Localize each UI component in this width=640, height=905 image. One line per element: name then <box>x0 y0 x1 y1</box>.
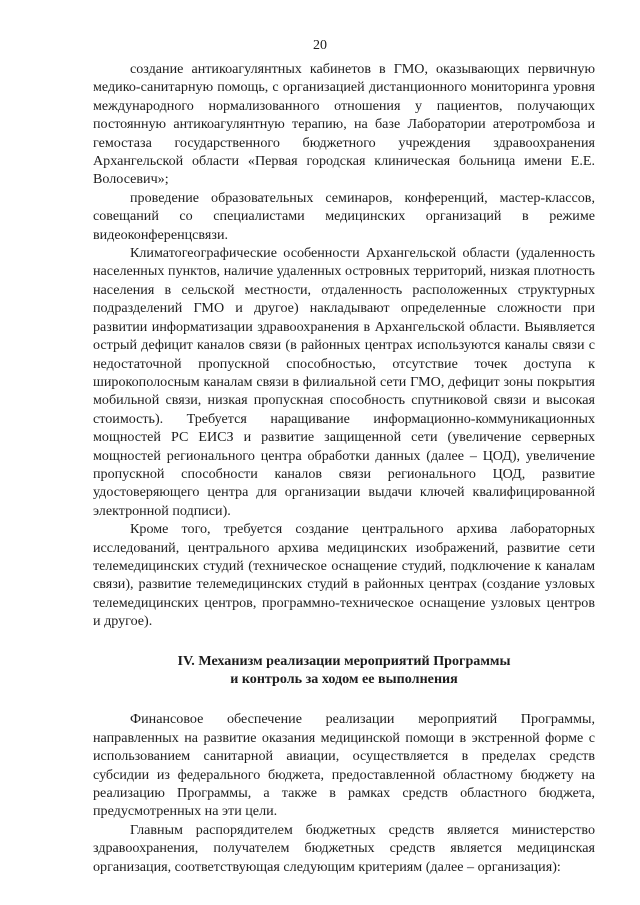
page-number: 20 <box>313 38 327 53</box>
paragraph-budget-manager: Главным распорядителем бюджетных средств является министерство здравоохранения, получателем бюджетных средств является медицинская организация, соответствующая следующим критериям (далее – организация): <box>93 821 595 875</box>
section-heading <box>93 652 595 689</box>
section-heading-line-2: и контроль за ходом ее выполнения <box>230 671 458 687</box>
section-heading-line-1: IV. Механизм реализации мероприятий Программы <box>177 652 511 669</box>
paragraph-seminars: проведение образовательных семинаров, конференций, мастер-классов, совещаний со специалистами медицинских организаций в режиме видеоконференцсвязи. <box>93 189 595 243</box>
paragraph-financing: Финансовое обеспечение реализации мероприятий Программы, направленных на развитие оказания медицинской помощи в экстренной форме с использованием санитарной авиации, осуществляется в пределах средств субсидии из федерального бюджета, предоставленной областному бюджету на реализацию Программы, а также в рамках средств областного бюджета, предусмотренных на эти цели. <box>93 711 595 820</box>
document-body <box>93 60 595 876</box>
paragraph-anticoagulant-rooms: создание антикоагулянтных кабинетов в ГМО, оказывающих первичную медико-санитарную помощь, с организацией дистанционного мониторинга уровня международного нормализованного отношения у пациентов, получающих постоянную антикоагулянтную терапию, на базе Лаборатории атеротромбоза и гемостаза государственного бюджетного учреждения здравоохранения Архангельской области «Первая городская клиническая больница имени Е.Е. Волосевич»; <box>93 61 595 188</box>
paragraph-central-archive: Кроме того, требуется создание центрального архива лабораторных исследований, центрального архива медицинских изображений, развитие сети телемедицинских студий (техническое оснащение студий, подключение к каналам связи), развитие телемедицинских студий в районных центрах (создание узловых телемедицинских центров, программно-техническое оснащение узловых центров и другое). <box>93 521 595 630</box>
paragraph-climate-features: Климатогеографические особенности Архангельской области (удаленность населенных пунктов, наличие удаленных островных территорий, низкая плотность населения в сельской местности, отдаленность расположенных структурных подразделений ГМО и другое) накладывают определенные сложности при развитии информатизации здравоохранения в Архангельской области. Выявляется острый дефицит каналов связи (в районных центрах используются каналы связи с недостаточной пропускной способностью, отсутствие точек доступа к широкополосным каналам связи в филиальной сети ГМО, дефицит зоны покрытия мобильной связи, низкая пропускная способность спутниковой связи и высокая стоимость). Требуется наращивание информационно-коммуникационных мощностей РС ЕИСЗ и развитие защищенной сети (увеличение серверных мощностей регионального центра обработки данных (далее – ЦОД), увеличение пропускной способности каналов связи регионального ЦОД, развитие удостоверяющего центра для организации выдачи ключей квалифицированной электронной подписи). <box>93 245 595 519</box>
